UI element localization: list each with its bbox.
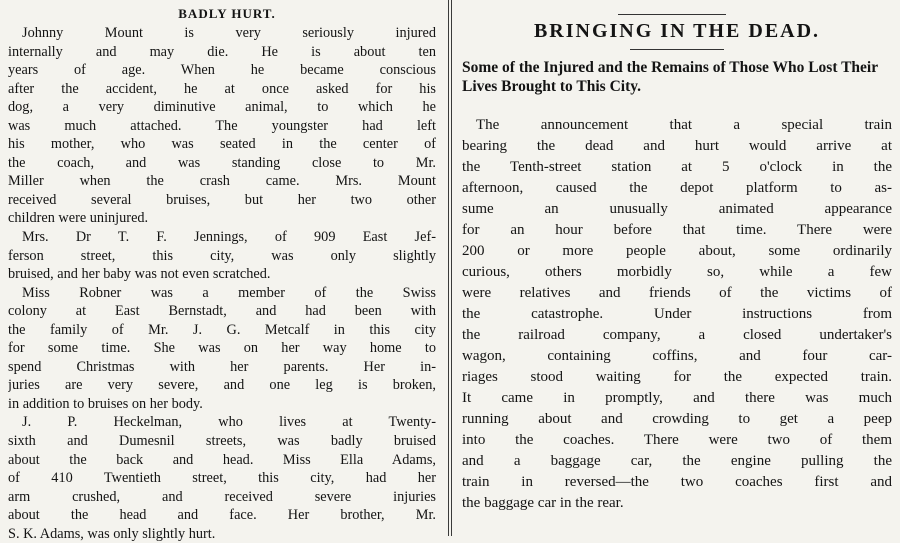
text-line: 200 or more people about, some ordinarily (462, 243, 892, 259)
text-line: colony at East Bernstadt, and had been with (8, 303, 436, 320)
text-line: wagon, containing coffins, and four car- (462, 348, 892, 364)
text-line: sume an unusually animated appearance (462, 201, 892, 217)
text-line: the railroad company, a closed undertaker's (462, 327, 892, 343)
column-divider (448, 0, 449, 536)
text-line: children were uninjured. (8, 210, 149, 227)
text-line: for an hour before that time. There were (462, 222, 892, 238)
column-divider (451, 0, 452, 536)
text-line: years of age. When he became conscious (8, 62, 436, 79)
right-column-body (462, 115, 892, 514)
text-line: The announcement that a special train (476, 117, 892, 133)
text-line: about the head and face. Her brother, Mr. (8, 507, 436, 524)
text-line: received several bruises, but her two other (8, 191, 436, 208)
text-line: of 410 Twentieth street, this city, had her (8, 470, 436, 487)
text-line: S. K. Adams, was only slightly hurt. (8, 525, 216, 542)
text-line: spend Christmas with her parents. Her in- (8, 358, 436, 375)
text-line: Miss Robner was a member of the Swiss (22, 284, 436, 301)
text-line: bearing the dead and hurt would arrive at (462, 138, 892, 154)
text-line: was much attached. The youngster had left (8, 117, 436, 134)
text-line: J. P. Heckelman, who lives at Twenty- (22, 414, 436, 431)
left-column-heading: BADLY HURT. (178, 6, 276, 21)
text-line: the baggage car in the rear. (462, 495, 624, 511)
text-line: in addition to bruises on her body. (8, 395, 203, 412)
text-line: about the back and head. Miss Ella Adams, (8, 451, 436, 468)
text-line: arm crushed, and received severe injuries (8, 488, 436, 505)
text-line: internally and may die. He is about ten (8, 43, 436, 60)
text-line: running about and crowding to get a peep (462, 411, 892, 427)
right-column-heading: BRINGING IN THE DEAD. (533, 20, 821, 42)
right-column (454, 0, 900, 536)
right-column-subheading: Some of the Injured and the Remains of Those Who Lost Their Lives Brought to This City. (462, 59, 878, 95)
heading-rule (630, 49, 724, 50)
text-line: sixth and Dumesnil streets, was badly bruised (8, 433, 436, 450)
text-line: It came in promptly, and there was much (462, 390, 892, 406)
text-line: the family of Mr. J. G. Metcalf in this city (8, 321, 436, 338)
text-line: Miller when the crash came. Mrs. Mount (8, 173, 436, 190)
text-line: and a baggage car, the engine pulling the (462, 453, 892, 469)
text-line: the Tenth-street station at 5 o'clock in the (462, 159, 892, 175)
text-line: afternoon, caused the depot platform to as- (462, 180, 892, 196)
text-line: Johnny Mount is very seriously injured (22, 25, 436, 41)
text-line: Mrs. Dr T. F. Jennings, of 909 East Jef- (22, 229, 436, 246)
text-line: dog, a very diminutive animal, to which he (8, 99, 436, 116)
text-line: were relatives and friends of the victims of (462, 285, 892, 301)
text-line: into the coaches. There were two of them (462, 432, 892, 448)
text-line: after the accident, he at once asked for his (8, 80, 436, 97)
text-line: curious, others morbidly so, while a few (462, 264, 892, 280)
text-line: juries are very severe, and one leg is broken, (8, 377, 436, 394)
left-column-body (8, 24, 436, 543)
text-line: the catastrophe. Under instructions from (462, 306, 892, 322)
text-line: ferson street, this city, was only slightly (8, 247, 436, 264)
text-line: his mother, who was seated in the center of (8, 136, 436, 153)
left-column (0, 0, 444, 542)
text-line: train in reversed—the two coaches first and (462, 474, 892, 490)
text-line: riages stood waiting for the expected train. (462, 369, 892, 385)
text-line: the coach, and was standing close to Mr. (8, 154, 436, 171)
top-rule (618, 14, 726, 15)
text-line: for some time. She was on her way home to (8, 340, 436, 357)
text-line: bruised, and her baby was not even scratched. (8, 266, 271, 283)
